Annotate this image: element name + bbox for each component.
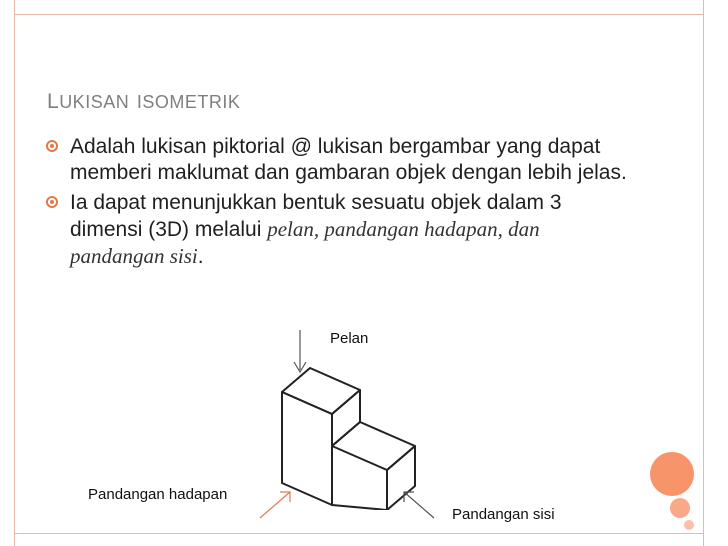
decor-circle <box>670 498 690 518</box>
bullet-text-italic: pelan, pandangan hadapan, dan pandangan sisi <box>70 217 540 268</box>
title-rest: ukisan isometrik <box>59 84 241 114</box>
decor-circle <box>684 520 694 530</box>
isometric-figure <box>260 340 450 510</box>
step-top-face <box>332 422 415 470</box>
bullet-text-plain: Ia dapat menunjukkan bentuk sesuatu objek dalam 3 dimensi (3D) melalui <box>70 191 562 241</box>
bottom-rule <box>14 533 704 534</box>
decor-circle <box>650 452 694 496</box>
bullet-marker-icon <box>46 140 58 152</box>
bullet-text <box>70 190 636 270</box>
label-front-view: Pandangan hadapan <box>88 486 228 503</box>
bullet-marker-icon <box>46 196 58 208</box>
bottom-edge <box>332 505 387 510</box>
bullet-item <box>46 190 636 270</box>
diagonal-arrow-icon <box>258 488 294 520</box>
bullet-text <box>70 134 636 186</box>
bullet-list <box>46 134 636 274</box>
diagonal-arrow-icon <box>400 488 436 520</box>
bullet-text-after: . <box>197 245 204 268</box>
top-rule <box>14 14 704 15</box>
upper-side-face <box>332 390 360 446</box>
bullet-text-plain: Adalah lukisan piktorial @ lukisan bergambar yang dapat memberi maklumat dan gambaran objek dengan lebih jelas. <box>70 135 627 184</box>
down-arrow-icon <box>290 330 310 378</box>
slide-title <box>47 82 240 116</box>
label-pelan: Pelan <box>330 330 369 347</box>
bullet-item <box>46 134 636 186</box>
title-initial: l <box>47 82 60 115</box>
label-side-view: Pandangan sisi <box>452 506 555 523</box>
